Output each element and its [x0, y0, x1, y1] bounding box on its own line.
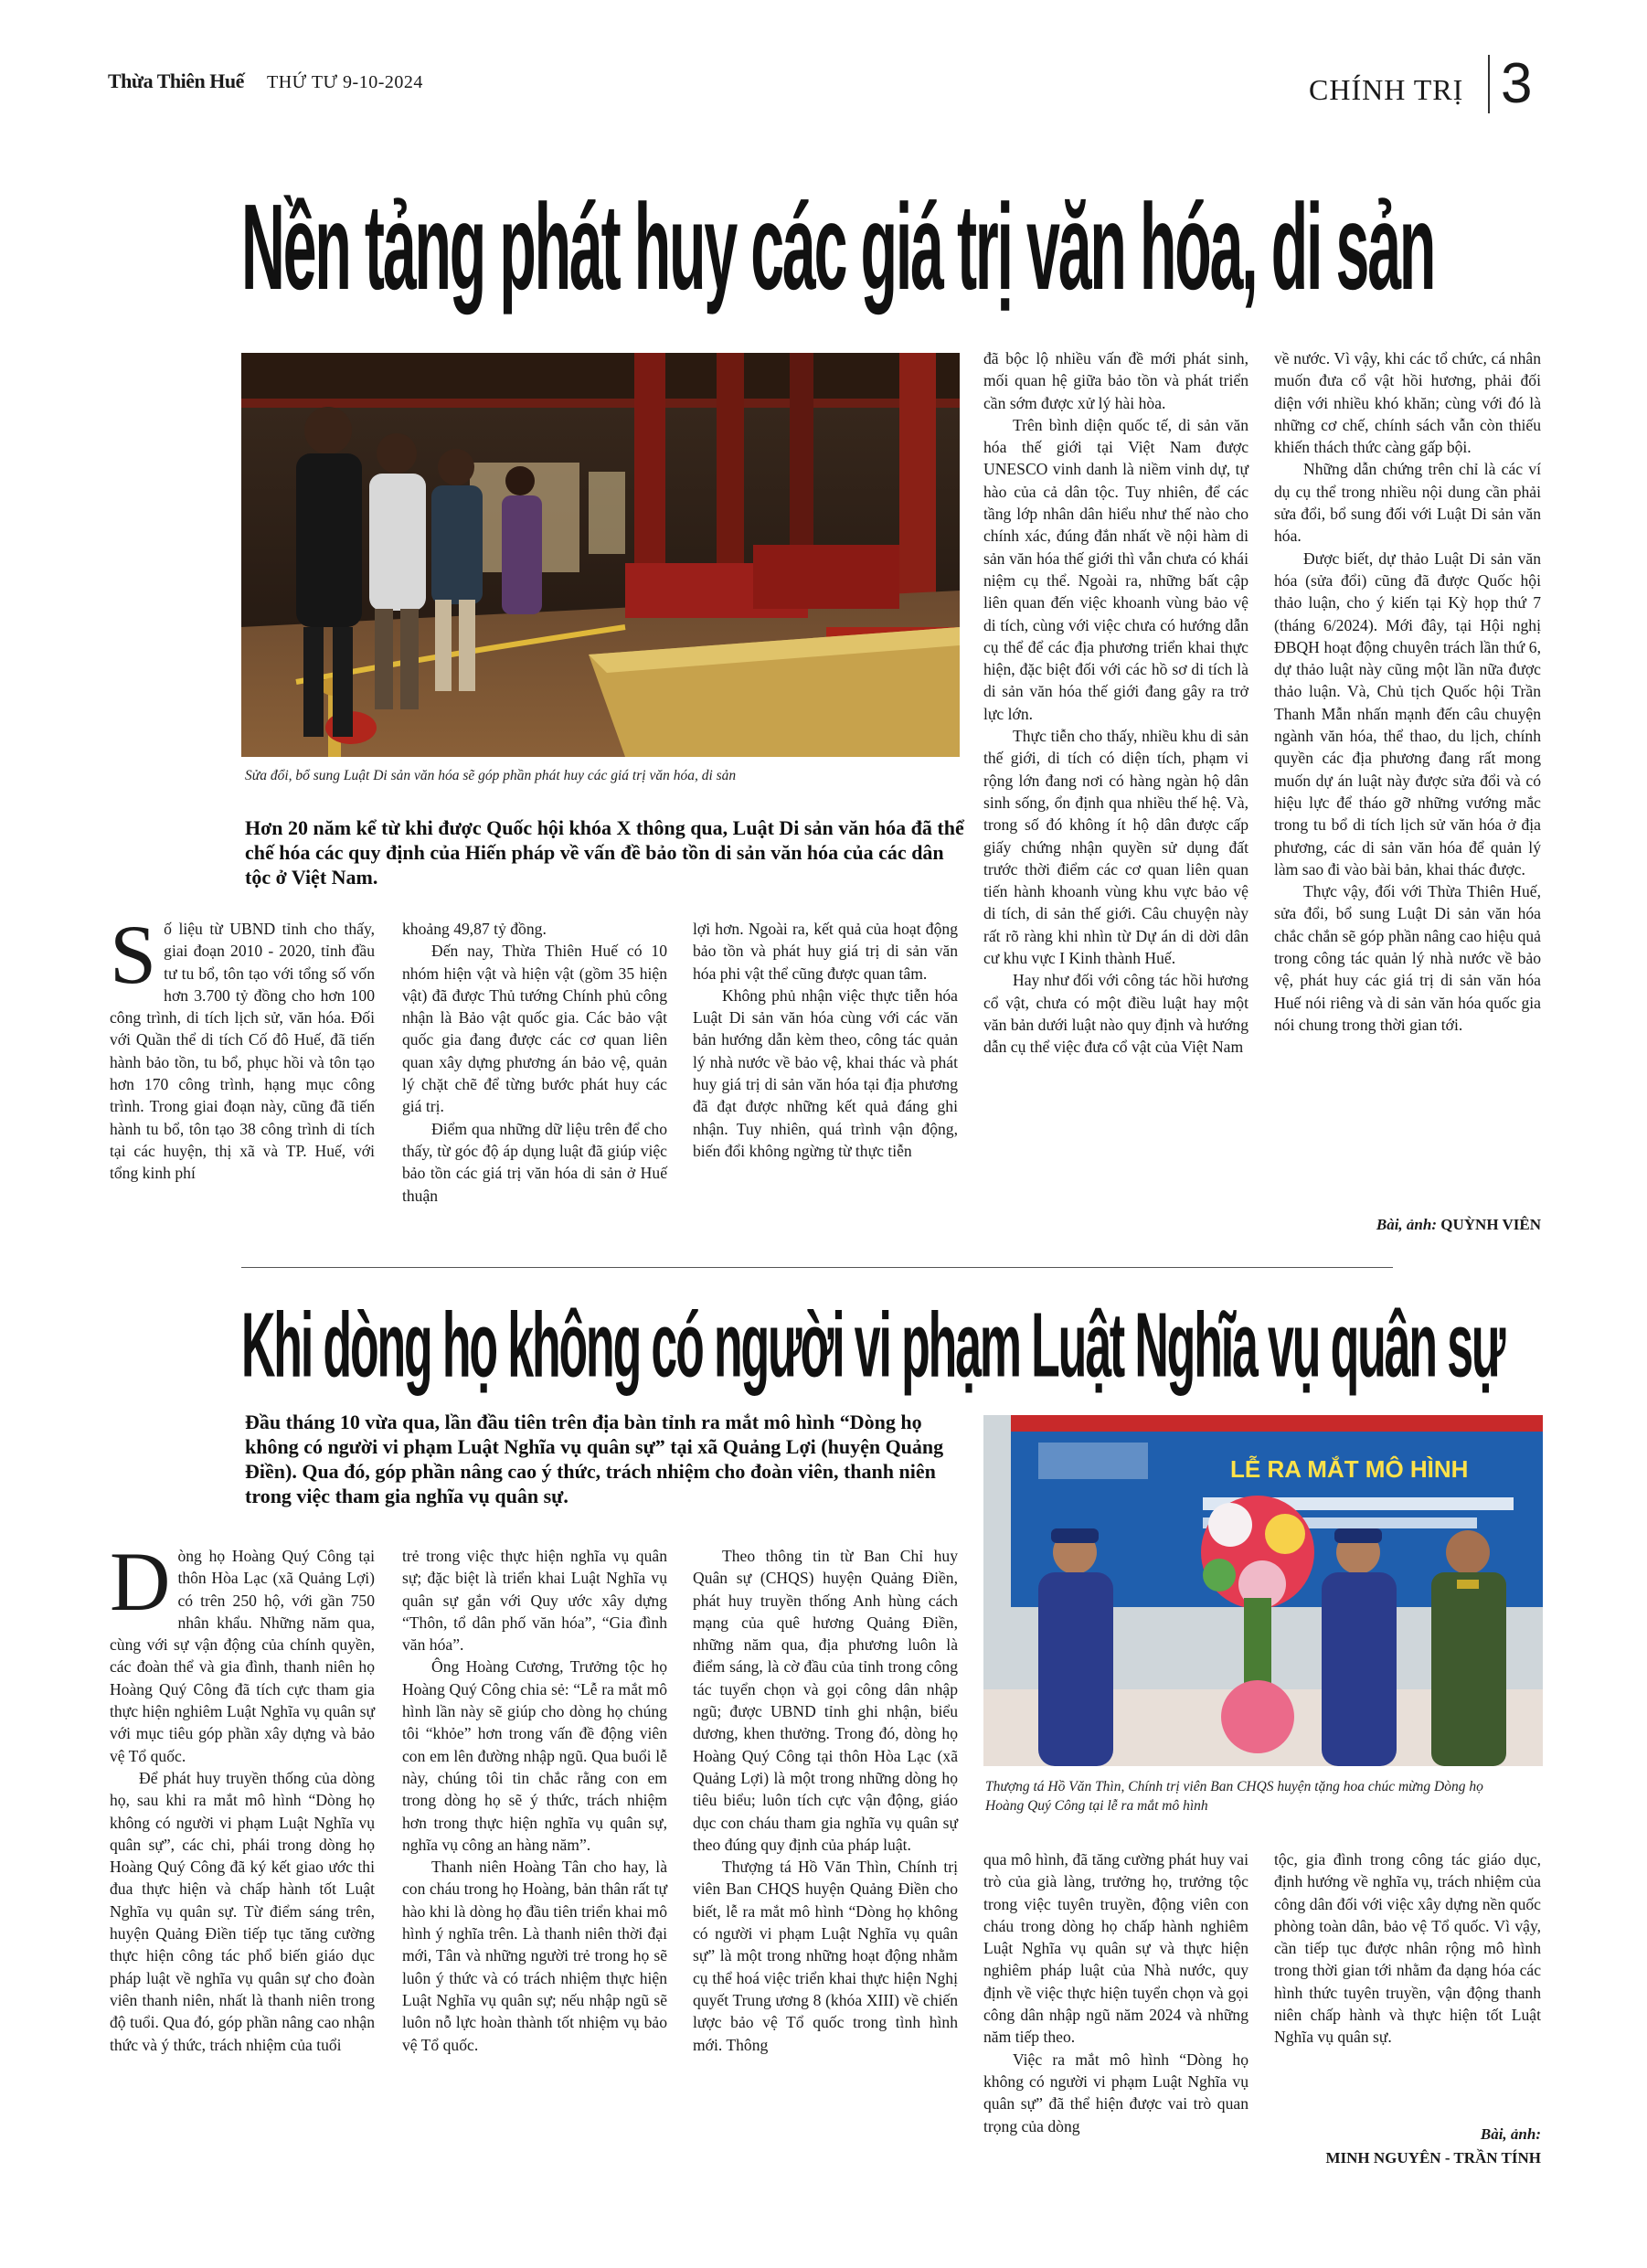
section-divider: [1488, 55, 1490, 113]
article2-paragraph: Để phát huy truyền thống của dòng họ, sau khi ra mắt mô hình “Dòng họ không có người vi phạm Luật Nghĩa vụ quân sự”, các chi, phái trong dòng họ Hoàng Quý Công đã ký kết giao ước thi đua thực hiện và chấp hành tốt Luật Nghĩa vụ quân sự. Từ điểm sáng trên, huyện Quảng Điền tiếp tục tăng cường thực hiện công tác phổ biến giáo dục pháp luật về nghĩa vụ quân sự cho đoàn viên thanh niên, nhất là thanh niên trong độ tuổi. Qua đó, góp phần nâng cao nhận thức và ý thức, trách nhiệm của tuổi: [110, 1768, 375, 2054]
article1-paragraph: Điểm qua những dữ liệu trên để cho thấy, từ góc độ áp dụng luật đã giúp việc bảo tồn các giá trị văn hóa di sản ở Huế thuận: [402, 1119, 667, 1205]
article1-paragraph: Thực vậy, đối với Thừa Thiên Huế, sửa đổi, bổ sung Luật Di sản văn hóa chắc chắn sẽ góp phần nâng cao hiệu quả trong công tác quản lý nhà nước về bảo vệ, phát huy các giá trị di sản văn hóa Huế nói riêng và di sản văn hóa quốc gia nói chung trong thời gian tới.: [1274, 882, 1541, 1034]
article1-lead: Hơn 20 năm kể từ khi được Quốc hội khóa X thông qua, Luật Di sản văn hóa đã thể chế hóa các quy định của Hiến pháp về vấn đề bảo tồn di sản văn hóa của các dân tộc ở Việt Nam.: [245, 816, 964, 889]
section-title: CHÍNH TRỊ: [1309, 73, 1464, 106]
byline-author: MINH NGUYÊN - TRẦN TÍNH: [1325, 2149, 1541, 2167]
article2-headline: Khi dòng họ không có người vi phạm Luật Nghĩa vụ quân sự: [241, 1293, 1504, 1396]
article2-paragraph: qua mô hình, đã tăng cường phát huy vai trò của già làng, trưởng họ, trưởng tộc trong việc tuyên truyền, động viên con cháu trong dòng họ chấp hành nghiêm Luật Nghĩa vụ quân sự và thực hiện nghiêm pháp luật của Nhà nước, quy định về việc thực hiện tuyển chọn và gọi công dân nhập ngũ năm 2024 và những năm tiếp theo.: [983, 1850, 1249, 2047]
article2-paragraph: Thanh niên Hoàng Tân cho hay, là con cháu trong họ Hoàng, bản thân rất tự hào khi là dòng họ đầu tiên triển khai mô hình ý nghĩa trên. Là thanh niên thời đại mới, Tân và những người trẻ trong họ sẽ luôn ý thức và có trách nhiệm thực hiện Luật Nghĩa vụ quân sự; nếu nhập ngũ sẽ luôn nỗ lực hoàn thành tốt nhiệm vụ bảo vệ Tổ quốc.: [402, 1858, 667, 2054]
article1-column-2: [402, 918, 667, 1207]
newspaper-brand: Thừa Thiên Huế: [108, 69, 244, 92]
article2-column-5: [1274, 1848, 1541, 2049]
article2-paragraph: Theo thông tin từ Ban Chỉ huy Quân sự (CHQS) huyện Quảng Điền, phát huy truyền thống Anh hùng cách mạng của quê hương Quảng Điền, những năm qua, địa phương luôn là điểm sáng, là cờ đầu của tỉnh trong công tác tuyển chọn và gọi công dân nhập ngũ; được UBND tỉnh ghi nhận, biểu dương, khen thưởng. Trong đó, dòng họ Hoàng Quý Công tại thôn Hòa Lạc (xã Quảng Lợi) là một trong những dòng họ tiêu biểu; luôn tích cực vận động, giáo dục con cháu tham gia nghĩa vụ quân sự theo đúng quy định của pháp luật.: [693, 1547, 958, 1854]
article1-column-5: [1274, 347, 1541, 1036]
article2-photo-caption: Thượng tá Hồ Văn Thìn, Chính trị viên Ban CHQS huyện tặng hoa chúc mừng Dòng họ Hoàng Quý Công tại lễ ra mắt mô hình: [985, 1779, 1483, 1814]
article2-paragraph: òng họ Hoàng Quý Công tại thôn Hòa Lạc (xã Quảng Lợi) có trên 250 hộ, với gần 750 nhân khẩu. Những năm qua, cùng với sự vận động của chính quyền, các đoàn thể và gia đình, thanh niên họ Hoàng Quý Công đã tích cực tham gia thực hiện nghiêm Luật Nghĩa vụ quân sự với mục tiêu góp phần xây dựng và bảo vệ Tổ quốc.: [110, 1547, 375, 1765]
ceremony-illustration: [983, 1415, 1543, 1766]
issue-date: THỨ TƯ 9-10-2024: [267, 72, 423, 92]
article1-byline: [1274, 1216, 1541, 1234]
article2-column-4: [983, 1848, 1249, 2137]
page-number: 3: [1501, 52, 1533, 115]
article1-paragraph: Đến nay, Thừa Thiên Huế có 10 nhóm hiện vật và hiện vật (gồm 35 hiện vật) đã được Thủ tướng Chính phủ công nhận là Bảo vật quốc gia. Các bảo vật quốc gia đang được các cơ quan liên quan xây dựng phương án bảo vệ, quản lý chặt chẽ để từng bước phát huy các giá trị.: [402, 942, 667, 1116]
article2-photo: [983, 1415, 1543, 1766]
article1-dropcap: S: [110, 908, 157, 1001]
article1-paragraph: khoảng 49,87 tỷ đồng.: [402, 920, 547, 938]
article1-paragraph: ố liệu từ UBND tỉnh cho thấy, giai đoạn 2010 - 2020, tỉnh đầu tư tu bổ, tôn tạo với tổng số vốn hơn 3.700 tỷ đồng cho hơn 100 công trình, di tích lịch sử, văn hóa. Đối với Quần thể di tích Cố đô Huế, đã tiến hành bảo tồn, tu bổ, phục hồi và tôn tạo hơn 170 công trình, hạng mục công trình. Trong giai đoạn này, cũng đã tiến hành tu bổ, tôn tạo 38 công trình di tích tại các huyện, thị xã và TP. Huế, với tổng kinh phí: [110, 920, 375, 1183]
byline-label: Bài, ảnh:: [1376, 1216, 1438, 1233]
article1-paragraph: Trên bình diện quốc tế, di sản văn hóa thế giới tại Việt Nam được UNESCO vinh danh là niềm vinh dự, tự hào của cả dân tộc. Tuy nhiên, để các tầng lớp nhân dân hiểu như thế nào cho chính xác, đúng đắn nhất về nội hàm di sản văn hóa thế giới thì vẫn chưa có khái niệm cụ thể. Ngoài ra, những bất cập liên quan đến việc khoanh vùng bảo vệ di tích, cùng với việc chưa có hướng dẫn cụ thể để các địa phương triển khai thực hiện, đặc biệt đối với các hồ sơ di tích là di sản văn hóa thế giới đang gây ra trở lực lớn.: [983, 415, 1249, 723]
palace-interior-illustration: [241, 353, 960, 757]
article1-paragraph: lợi hơn. Ngoài ra, kết quả của hoạt động bảo tồn và phát huy giá trị di sản văn hóa phi vật thể cũng được quan tâm.: [693, 920, 958, 983]
article2-column-1: [110, 1535, 375, 2056]
article1-paragraph: Không phủ nhận việc thực tiễn hóa Luật Di sản văn hóa cùng với các văn bản hướng dẫn kèm theo, công tác quản lý nhà nước về bảo vệ, khai thác và phát huy giá trị di sản văn hóa tại địa phương đã đạt được những kết quả đáng ghi nhận. Tuy nhiên, quá trình vận động, biến đổi không ngừng từ thực tiễn: [693, 985, 958, 1160]
article2-column-2: [402, 1545, 667, 2056]
article1-column-3: [693, 918, 958, 1162]
article1-paragraph: đã bộc lộ nhiều vấn đề mới phát sinh, mối quan hệ giữa bảo tồn và phát triển cần sớm được xử lý hài hòa.: [983, 349, 1249, 412]
article1-paragraph: Hay như đối với công tác hồi hương cổ vật, chưa có một điều luật hay một văn bản dưới luật nào quy định và hướng dẫn cụ thể việc đưa cổ vật của Việt Nam: [983, 971, 1249, 1057]
article2-column-3: [693, 1545, 958, 2056]
article1-photo-caption: Sửa đổi, bổ sung Luật Di sản văn hóa sẽ góp phần phát huy các giá trị văn hóa, di sản: [245, 768, 737, 783]
byline-author: QUỲNH VIÊN: [1440, 1216, 1541, 1233]
byline-label: Bài, ảnh:: [1480, 2125, 1541, 2143]
article2-paragraph: Thượng tá Hồ Văn Thìn, Chính trị viên Ban CHQS huyện Quảng Điền cho biết, lễ ra mắt mô hình “Dòng họ không có người vi phạm Luật Nghĩa vụ quân sự” là một trong những hoạt động nhằm cụ thể hoá việc triển khai thực hiện Nghị quyết Trung ương 8 (khóa XIII) về chiến lược bảo vệ Tổ quốc trong tình hình mới. Thông: [693, 1858, 958, 2054]
banner-text: LỄ RA MẮT MÔ HÌNH: [1230, 1455, 1469, 1483]
article1-column-4: [983, 347, 1249, 1059]
article2-paragraph: trẻ trong việc thực hiện nghĩa vụ quân sự; đặc biệt là triển khai Luật Nghĩa vụ quân sự gắn với Quy ước xây dựng “Thôn, tổ dân phố văn hóa”, “Gia đình văn hóa”.: [402, 1547, 667, 1655]
article2-paragraph: Việc ra mắt mô hình “Dòng họ không có người vi phạm Luật Nghĩa vụ quân sự” đã thể hiện được vai trò quan trọng của dòng: [983, 2050, 1249, 2135]
article1-photo: [241, 353, 960, 757]
article1-paragraph: Những dẫn chứng trên chỉ là các ví dụ cụ thể trong nhiều nội dung cần phải sửa đổi, bổ sung đối với Luật Di sản văn hóa.: [1274, 460, 1541, 546]
article2-dropcap: D: [110, 1535, 171, 1628]
article2-paragraph: tộc, gia đình trong công tác giáo dục, định hướng về nghĩa vụ, trách nhiệm của công dân đối với việc xây dựng nền quốc phòng toàn dân, bảo vệ Tổ quốc. Vì vậy, cần tiếp tục được nhân rộng mô hình trong thời gian tới nhằm đa dạng hóa các hình thức tuyên truyền, vận động thanh niên chấp hành và thực hiện tốt Luật Nghĩa vụ quân sự.: [1274, 1850, 1541, 2047]
article1-paragraph: Được biết, dự thảo Luật Di sản văn hóa (sửa đổi) cũng đã được Quốc hội thảo luận, cho ý kiến tại Kỳ họp thứ 7 (tháng 6/2024). Mới đây, tại Hội nghị ĐBQH hoạt động chuyên trách lần thứ 6, dự thảo luật này cũng một lần nữa được thảo luận. Và, Chủ tịch Quốc hội Trần Thanh Mẫn nhấn mạnh đến câu chuyện ngành văn hóa, thể thao, du lịch, chính quyền các địa phương đang rất mong muốn dự án luật này được sửa đổi và có hiệu lực để tháo gỡ những vướng mắc trong tu bổ di tích lịch sử văn hóa ở địa phương, các di sản văn hóa để quản lý làm sao đi vào bài bản, khai thác được.: [1274, 548, 1541, 878]
article1-paragraph: Thực tiễn cho thấy, nhiều khu di sản thế giới, di tích có diện tích, phạm vi rộng lớn đang nơi có hàng ngàn hộ dân sinh sống, ổn định qua nhiều thế hệ. Và, trong số đó không ít hộ dân được cấp giấy chứng nhận quyền sử dụng đất trước thời điểm các cơ quan liên quan tiến hành khoanh vùng khu vực bảo vệ di tích, di sản thế giới. Câu chuyện này rất rõ ràng khi nhìn từ Dự án di dời dân cư khu vực I Kinh thành Huế.: [983, 727, 1249, 968]
article1-column-1: [110, 908, 375, 1185]
article-separator: [241, 1267, 1393, 1268]
article1-paragraph: về nước. Vì vậy, khi các tổ chức, cá nhân muốn đưa cổ vật hồi hương, phải đối diện với nhiều khó khăn; cùng với đó là những cơ chế, chính sách vẫn còn thiếu khiến thách thức càng gấp bội.: [1274, 349, 1541, 457]
article2-byline: [1274, 2123, 1541, 2170]
article2-paragraph: Ông Hoàng Cương, Trưởng tộc họ Hoàng Quý Công chia sẻ: “Lễ ra mắt mô hình lần này sẽ giúp cho dòng họ chúng tôi “khỏe” hơn trong vấn đề động viên con em lên đường nhập ngũ. Qua buổi lễ này, chúng tôi tin chắc rằng con em trong dòng họ sẽ ý thức, trách nhiệm hơn trong thực hiện nghĩa vụ quân sự, nghĩa vụ công an hàng năm”.: [402, 1657, 667, 1854]
article2-lead: Đầu tháng 10 vừa qua, lần đầu tiên trên địa bàn tỉnh ra mắt mô hình “Dòng họ không có người vi phạm Luật Nghĩa vụ quân sự” tại xã Quảng Lợi (huyện Quảng Điền). Qua đó, góp phần nâng cao ý thức, trách nhiệm cho đoàn viên, thanh niên trong việc tham gia nghĩa vụ quân sự.: [245, 1411, 944, 1507]
article1-headline: Nền tảng phát huy các giá trị văn hóa, di sản: [241, 180, 1435, 315]
